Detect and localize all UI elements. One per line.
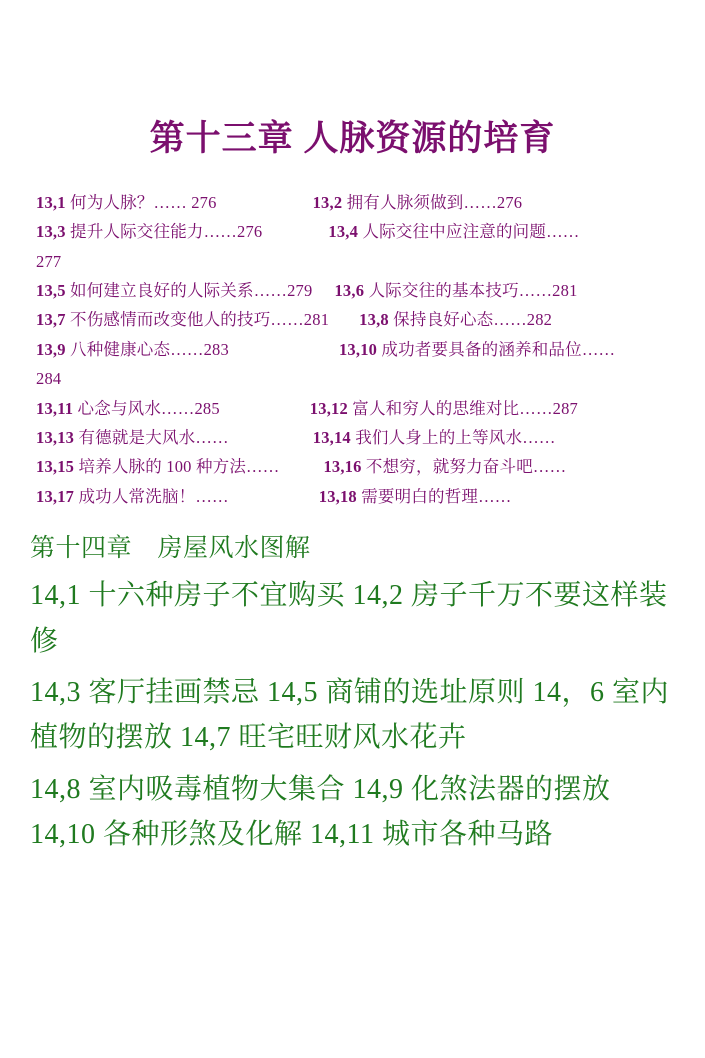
toc-line xyxy=(36,482,669,511)
chapter-14-entry: 14,8 室内吸毒植物大集合 14,9 化煞法器的摆放 14,10 各种形煞及化解 14,11 城市各种马路 xyxy=(30,773,611,850)
toc-line xyxy=(36,305,669,334)
toc-entry-number: 13,15 xyxy=(36,457,75,477)
toc-entry-text: 拥有人脉须做到……276 xyxy=(342,193,523,212)
toc-entry-number: 13,1 xyxy=(36,193,66,212)
toc-line xyxy=(36,394,669,423)
toc-entry-number: 13,10 xyxy=(338,339,378,359)
toc-entry-text: 284 xyxy=(36,369,62,389)
toc-entry-number: 13,12 xyxy=(309,398,348,418)
table-of-contents xyxy=(30,188,675,511)
toc-entry-text: 八种健康心态……283 xyxy=(65,339,229,359)
toc-line xyxy=(36,364,669,393)
toc-spacer xyxy=(262,217,328,246)
toc-entry-number: 13,5 xyxy=(36,281,66,301)
toc-entry-number: 13,11 xyxy=(36,398,74,418)
toc-spacer xyxy=(217,188,313,217)
chapter-14-entry: 14,1 十六种房子不宜购买 14,2 房子千万不要这样装修 xyxy=(30,580,668,657)
toc-entry-number: 13,2 xyxy=(312,193,343,212)
toc-entry-number: 13,17 xyxy=(36,486,75,506)
toc-entry-text: 不想穷，就努力奋斗吧…… xyxy=(361,457,567,477)
toc-line xyxy=(36,423,669,452)
chapter-14-entries xyxy=(30,573,675,857)
toc-line xyxy=(36,276,669,305)
toc-entry-text: 成功者要具备的涵养和品位…… xyxy=(377,339,616,359)
toc-entry-text: 保持良好心态……282 xyxy=(388,310,553,330)
toc-entry-number: 13,16 xyxy=(323,457,362,477)
toc-entry-text: 不伤感情而改变他人的技巧……281 xyxy=(65,310,330,330)
toc-entry-text: 277 xyxy=(36,251,62,271)
toc-entry-number: 13,13 xyxy=(36,427,75,447)
chapter-14-title: 第十四章 房屋风水图解 xyxy=(30,534,311,562)
toc-spacer xyxy=(329,305,359,334)
toc-entry-text: 人际交往中应注意的问题…… xyxy=(358,222,580,242)
toc-entry-text: 成功人常洗脑！…… xyxy=(74,486,229,506)
toc-entry-text: 我们人身上的上等风水…… xyxy=(350,427,556,447)
toc-spacer xyxy=(220,394,310,423)
toc-entry-number: 13,4 xyxy=(328,222,359,242)
toc-line xyxy=(36,247,669,276)
toc-line xyxy=(36,217,669,246)
toc-spacer xyxy=(279,452,323,481)
toc-entry-number: 13,8 xyxy=(359,310,389,330)
toc-entry-text: 提升人际交往能力……276 xyxy=(65,222,263,242)
toc-entry-text: 人际交往的基本技巧……281 xyxy=(364,281,578,301)
toc-entry-text: 心念与风水……285 xyxy=(73,398,220,418)
toc-line xyxy=(36,188,669,217)
toc-entry-text: 有德就是大风水…… xyxy=(74,427,229,447)
toc-entry-number: 13,3 xyxy=(36,222,66,242)
toc-entry-number: 13,7 xyxy=(36,310,66,330)
toc-entry-number: 13,6 xyxy=(334,281,365,301)
chapter-13-title: 第十三章 人脉资源的培育 xyxy=(149,119,556,158)
toc-entry-number: 13,14 xyxy=(312,427,351,447)
toc-entry-text: 如何建立良好的人际关系……279 xyxy=(65,281,313,301)
chapter-14-entry: 14,3 客厅挂画禁忌 14,5 商铺的选址原则 14，6 室内植物的摆放 14,7 旺宅旺财风水花卉 xyxy=(30,676,670,754)
toc-entry-number: 13,18 xyxy=(318,486,357,506)
toc-entry-number: 13,9 xyxy=(36,339,66,359)
toc-entry-text: 需要明白的哲理…… xyxy=(356,486,512,506)
toc-entry-text: 何为人脉？…… 276 xyxy=(65,193,217,212)
toc-spacer xyxy=(229,335,339,364)
toc-spacer xyxy=(312,276,334,305)
toc-line xyxy=(36,452,669,481)
toc-spacer xyxy=(229,482,319,511)
toc-line xyxy=(36,335,669,364)
toc-spacer xyxy=(229,423,313,452)
toc-entry-text: 培养人脉的 100 种方法…… xyxy=(74,457,280,477)
toc-entry-text: 富人和穷人的思维对比……287 xyxy=(347,398,578,418)
